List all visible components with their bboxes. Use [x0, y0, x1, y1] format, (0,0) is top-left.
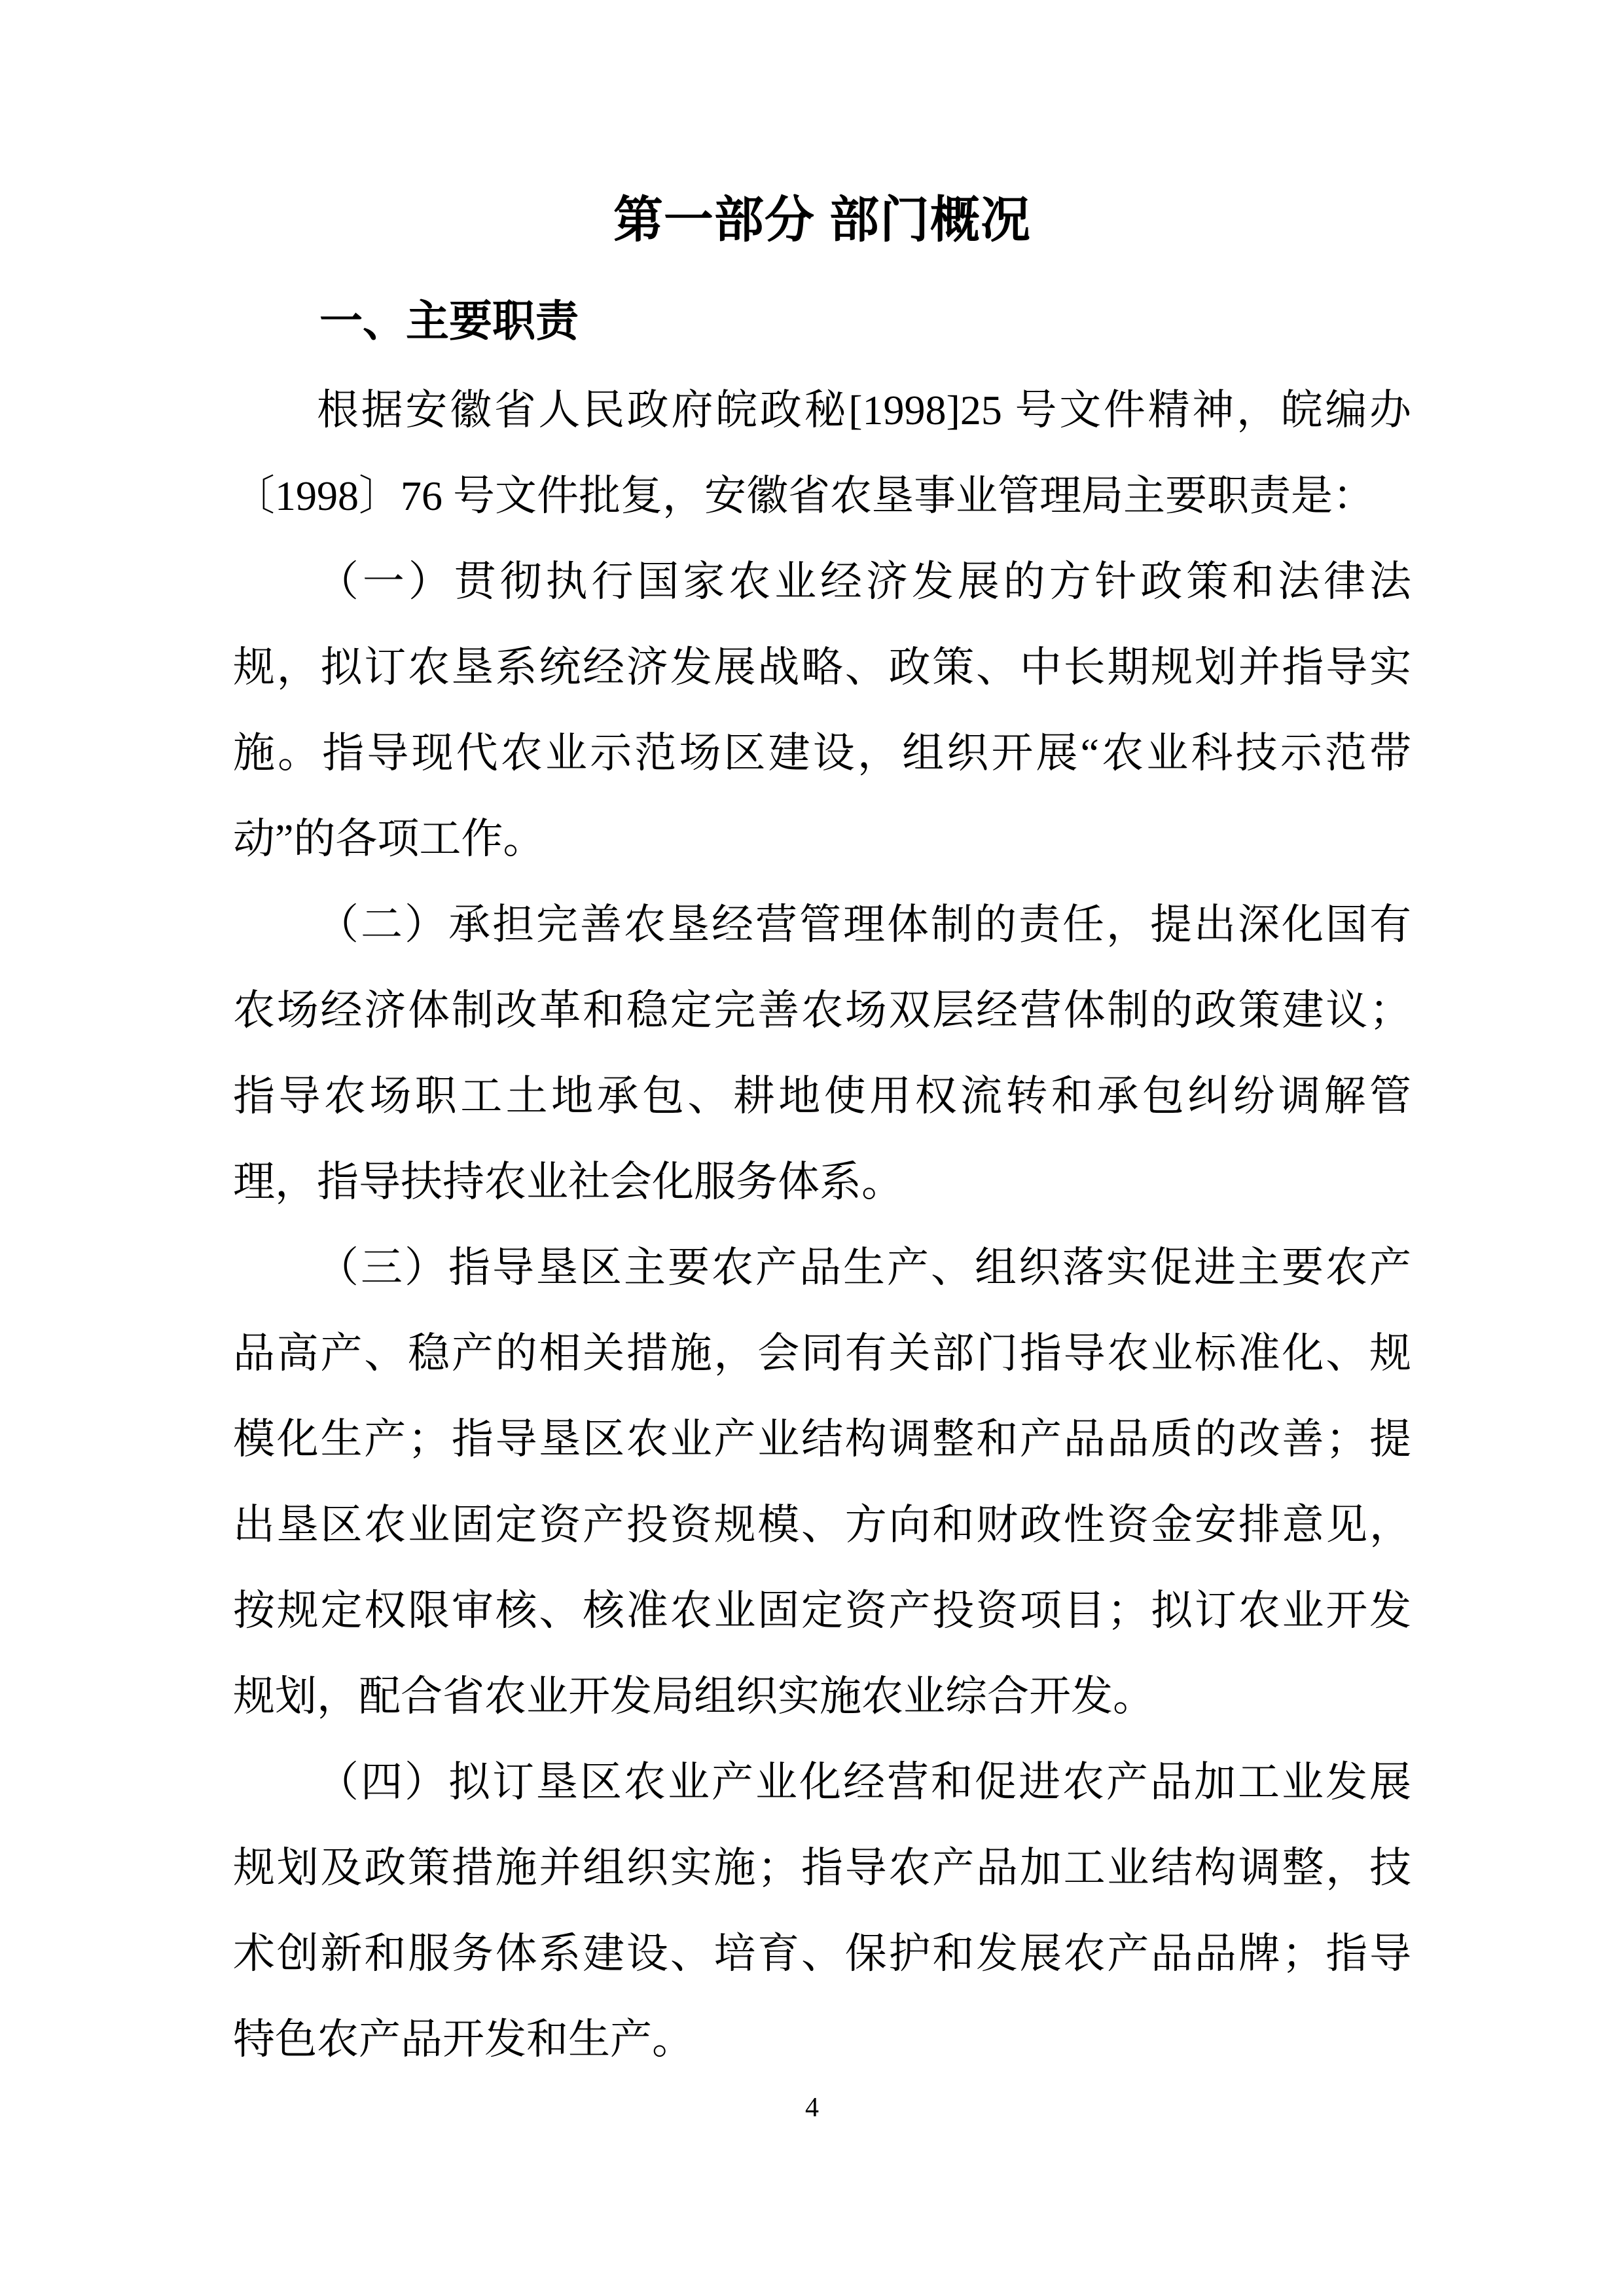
body-line: 施。指导现代农业示范场区建设，组织开展“农业科技示范带	[233, 730, 1411, 776]
body-line: 农场经济体制改革和稳定完善农场双层经营体制的政策建议；	[233, 987, 1411, 1034]
body-line: 动”的各项工作。	[233, 816, 545, 862]
body-line: 指导农场职工土地承包、耕地使用权流转和承包纠纷调解管	[233, 1073, 1411, 1119]
body-line: 根据安徽省人民政府皖政秘[1998]25 号文件精神，皖编办	[317, 387, 1411, 433]
paragraph-4	[233, 1225, 1411, 1739]
body-line: （四）拟订垦区农业产业化经营和促进农产品加工业发展	[317, 1759, 1411, 1805]
page-number: 4	[805, 2093, 819, 2123]
paragraph-1	[233, 367, 1411, 539]
body-line: 规划及政策措施并组织实施；指导农产品加工业结构调整，技	[233, 1845, 1411, 1891]
body-line: 规划，配合省农业开发局组织实施农业综合开发。	[233, 1673, 1155, 1720]
body-line: （一）贯彻执行国家农业经济发展的方针政策和法律法	[317, 558, 1411, 605]
paragraph-5	[233, 1739, 1411, 2082]
body-line: 特色农产品开发和生产。	[233, 2016, 694, 2063]
body-line: 理，指导扶持农业社会化服务体系。	[233, 1159, 903, 1205]
section-heading: 一、主要职责	[319, 297, 579, 345]
body-line: （三）指导垦区主要农产品生产、组织落实促进主要农产	[317, 1244, 1411, 1291]
body-line: （二）承担完善农垦经营管理体制的责任，提出深化国有	[317, 901, 1411, 948]
body-line: 出垦区农业固定资产投资规模、方向和财政性资金安排意见，	[233, 1502, 1411, 1548]
paragraph-2	[233, 539, 1411, 882]
document-body	[233, 367, 1411, 2082]
paragraph-3	[233, 882, 1411, 1225]
body-line: 规，拟订农垦系统经济发展战略、政策、中长期规划并指导实	[233, 644, 1411, 691]
document-title: 第一部分 部门概况	[613, 192, 1032, 248]
body-line: 术创新和服务体系建设、培育、保护和发展农产品品牌；指导	[233, 1930, 1411, 1977]
body-line: 按规定权限审核、核准农业固定资产投资项目；拟订农业开发	[233, 1587, 1411, 1634]
body-line: 〔1998〕76 号文件批复，安徽省农垦事业管理局主要职责是：	[233, 473, 1375, 519]
body-line: 模化生产；指导垦区农业产业结构调整和产品品质的改善；提	[233, 1416, 1411, 1462]
body-line: 品高产、稳产的相关措施，会同有关部门指导农业标准化、规	[233, 1330, 1411, 1377]
